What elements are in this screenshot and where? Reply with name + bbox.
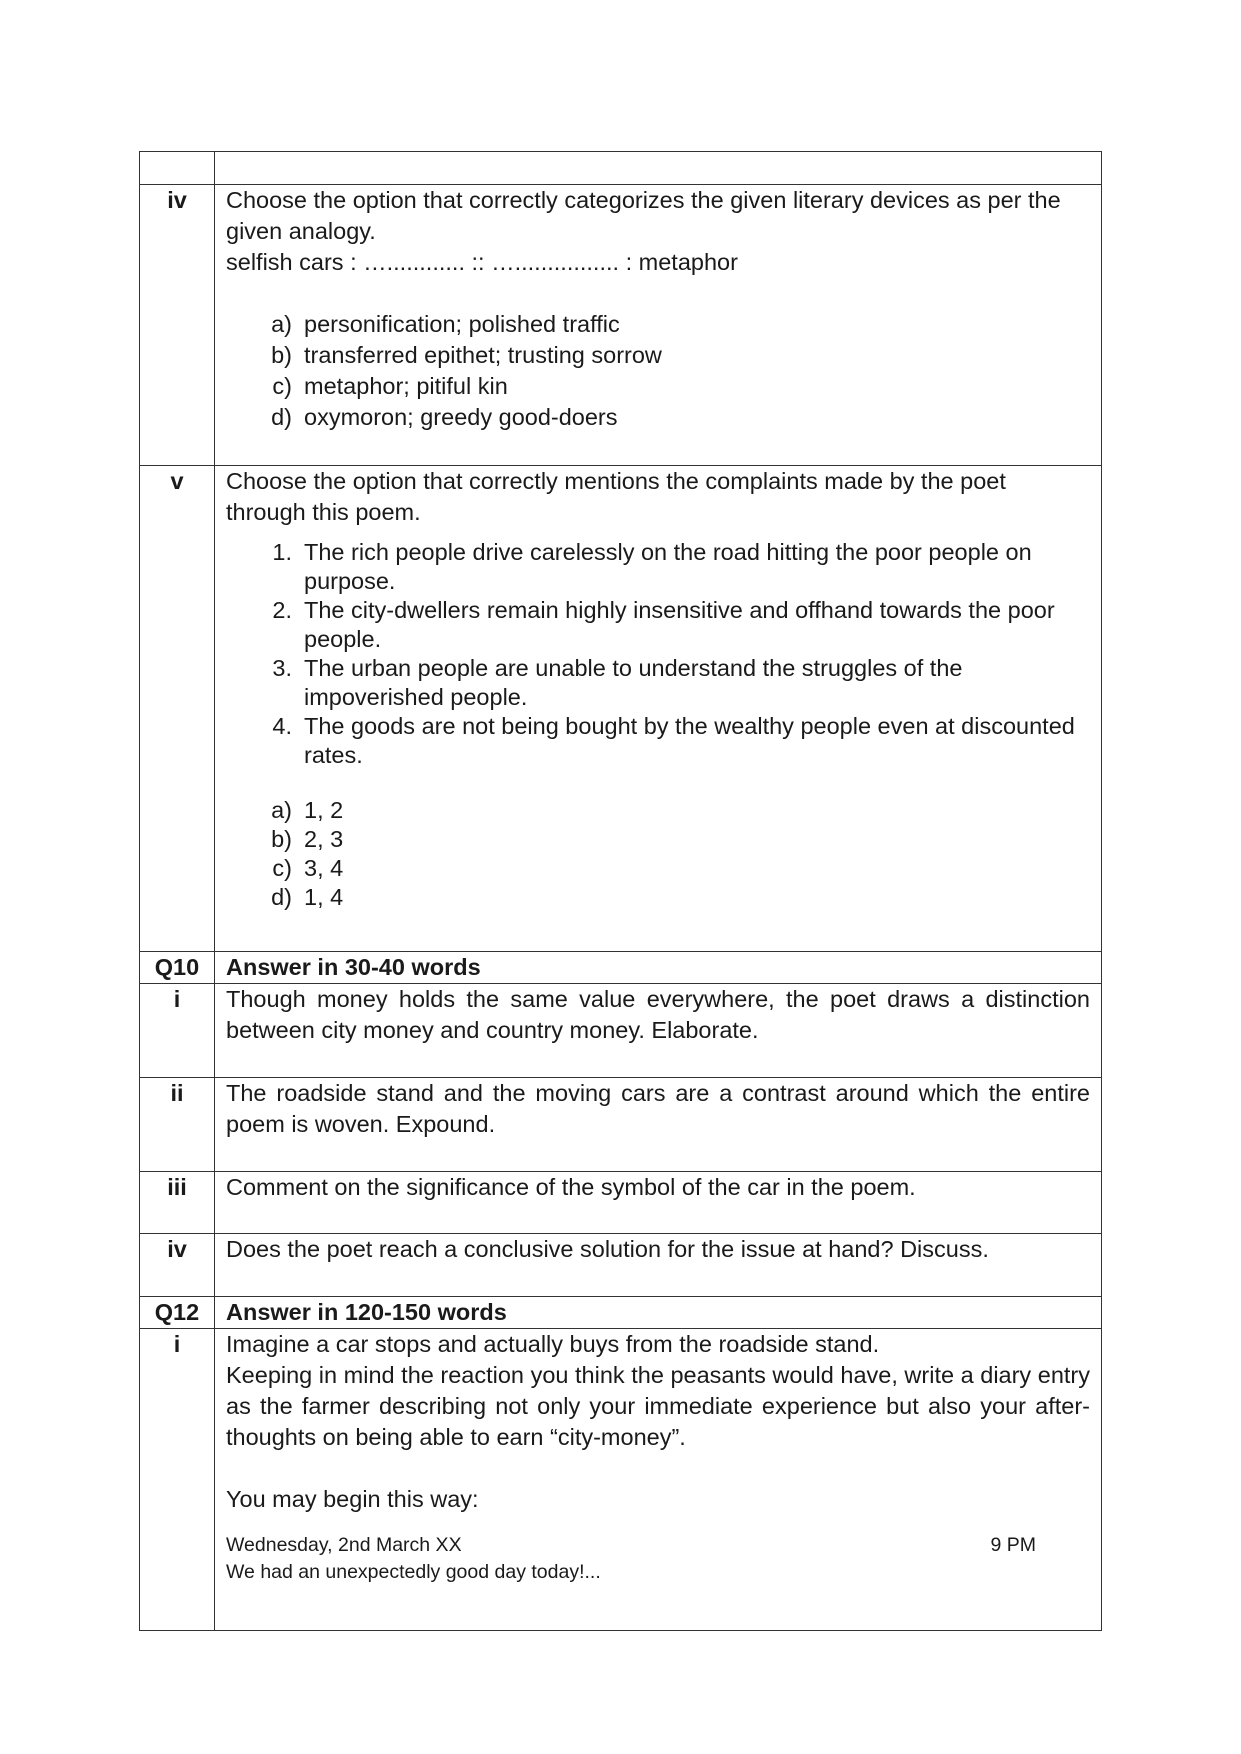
options-list — [226, 309, 1090, 433]
section-heading: Answer in 120-150 words — [215, 1297, 1102, 1329]
statements-list — [226, 538, 1090, 770]
list-item — [254, 796, 1090, 825]
diary-date: Wednesday, 2nd March XX — [226, 1534, 462, 1556]
table-row — [140, 152, 1102, 185]
option-text: personification; polished traffic — [304, 311, 620, 337]
list-item — [254, 712, 1090, 770]
section-number: Q10 — [140, 952, 215, 984]
section-heading: Answer in 30-40 words — [215, 952, 1102, 984]
question-text: Choose the option that correctly categorizes the given literary devices as per the given analogy. — [226, 187, 1061, 244]
table-row — [140, 984, 1102, 1078]
option-marker: d) — [271, 404, 292, 430]
list-item — [254, 309, 1090, 340]
table-row — [140, 1329, 1102, 1631]
question-number: v — [140, 466, 215, 952]
list-item — [254, 538, 1090, 596]
question-number: iv — [140, 1234, 215, 1297]
question-table — [139, 151, 1102, 1631]
list-item — [254, 854, 1090, 883]
question-number: iii — [140, 1172, 215, 1234]
table-row — [140, 1297, 1102, 1329]
list-item — [254, 883, 1090, 912]
list-item — [254, 402, 1090, 433]
option-text: 2, 3 — [304, 826, 344, 852]
diary-time: 9 PM — [990, 1534, 1036, 1556]
option-text: 1, 2 — [304, 797, 344, 823]
question-text: Keeping in mind the reaction you think the peasants would have, write a diary entry as the farmer describing not only your immediate experience but also your after-thoughts on being able to earn “city-money”. — [226, 1362, 1090, 1450]
question-content — [215, 466, 1102, 952]
option-text: metaphor; pitiful kin — [304, 373, 508, 399]
question-text: Does the poet reach a conclusive solution for the issue at hand? Discuss. — [215, 1234, 1102, 1297]
diary-line: We had an unexpectedly good day today!... — [226, 1561, 601, 1583]
statement-marker: 1. — [272, 539, 292, 565]
question-text: Imagine a car stops and actually buys from the roadside stand. — [226, 1331, 880, 1357]
option-text: 1, 4 — [304, 884, 344, 910]
section-number: Q12 — [140, 1297, 215, 1329]
diary-header — [226, 1532, 1090, 1559]
content-cell — [215, 152, 1102, 185]
table-row — [140, 1234, 1102, 1297]
statement-marker: 4. — [272, 713, 292, 739]
table-row — [140, 952, 1102, 984]
statement-marker: 3. — [272, 655, 292, 681]
option-text: oxymoron; greedy good-doers — [304, 404, 618, 430]
question-content — [215, 1329, 1102, 1631]
table-row — [140, 466, 1102, 952]
option-marker: a) — [271, 797, 292, 823]
table-row — [140, 1078, 1102, 1172]
option-text: transferred epithet; trusting sorrow — [304, 342, 662, 368]
list-item — [254, 654, 1090, 712]
question-text: Choose the option that correctly mentions the complaints made by the poet through this poem. — [226, 468, 1006, 525]
option-text: 3, 4 — [304, 855, 344, 881]
option-marker: c) — [272, 855, 292, 881]
table-row — [140, 185, 1102, 466]
question-text: Though money holds the same value everywhere, the poet draws a distinction between city money and country money. Elaborate. — [215, 984, 1102, 1078]
statement-marker: 2. — [272, 597, 292, 623]
statement-text: The city-dwellers remain highly insensitive and offhand towards the poor people. — [304, 597, 1055, 652]
prompt-text: You may begin this way: — [226, 1486, 479, 1512]
list-item — [254, 371, 1090, 402]
option-marker: c) — [272, 373, 292, 399]
analogy-text: selfish cars : …............ :: …................ : metaphor — [226, 249, 738, 275]
option-marker: a) — [271, 311, 292, 337]
option-marker: d) — [271, 884, 292, 910]
list-item — [254, 825, 1090, 854]
list-item — [254, 340, 1090, 371]
statement-text: The rich people drive carelessly on the road hitting the poor people on purpose. — [304, 539, 1032, 594]
question-number: i — [140, 984, 215, 1078]
diary-sample — [226, 1532, 1090, 1586]
list-item — [254, 596, 1090, 654]
options-list — [226, 796, 1090, 912]
statement-text: The goods are not being bought by the wealthy people even at discounted rates. — [304, 713, 1075, 768]
table-row — [140, 1172, 1102, 1234]
number-cell — [140, 152, 215, 185]
question-number: iv — [140, 185, 215, 466]
statement-text: The urban people are unable to understand the struggles of the impoverished people. — [304, 655, 963, 710]
question-text: Comment on the significance of the symbol of the car in the poem. — [215, 1172, 1102, 1234]
question-number: i — [140, 1329, 215, 1631]
option-marker: b) — [271, 342, 292, 368]
question-text: The roadside stand and the moving cars are a contrast around which the entire poem is woven. Expound. — [215, 1078, 1102, 1172]
question-number: ii — [140, 1078, 215, 1172]
question-content — [215, 185, 1102, 466]
option-marker: b) — [271, 826, 292, 852]
